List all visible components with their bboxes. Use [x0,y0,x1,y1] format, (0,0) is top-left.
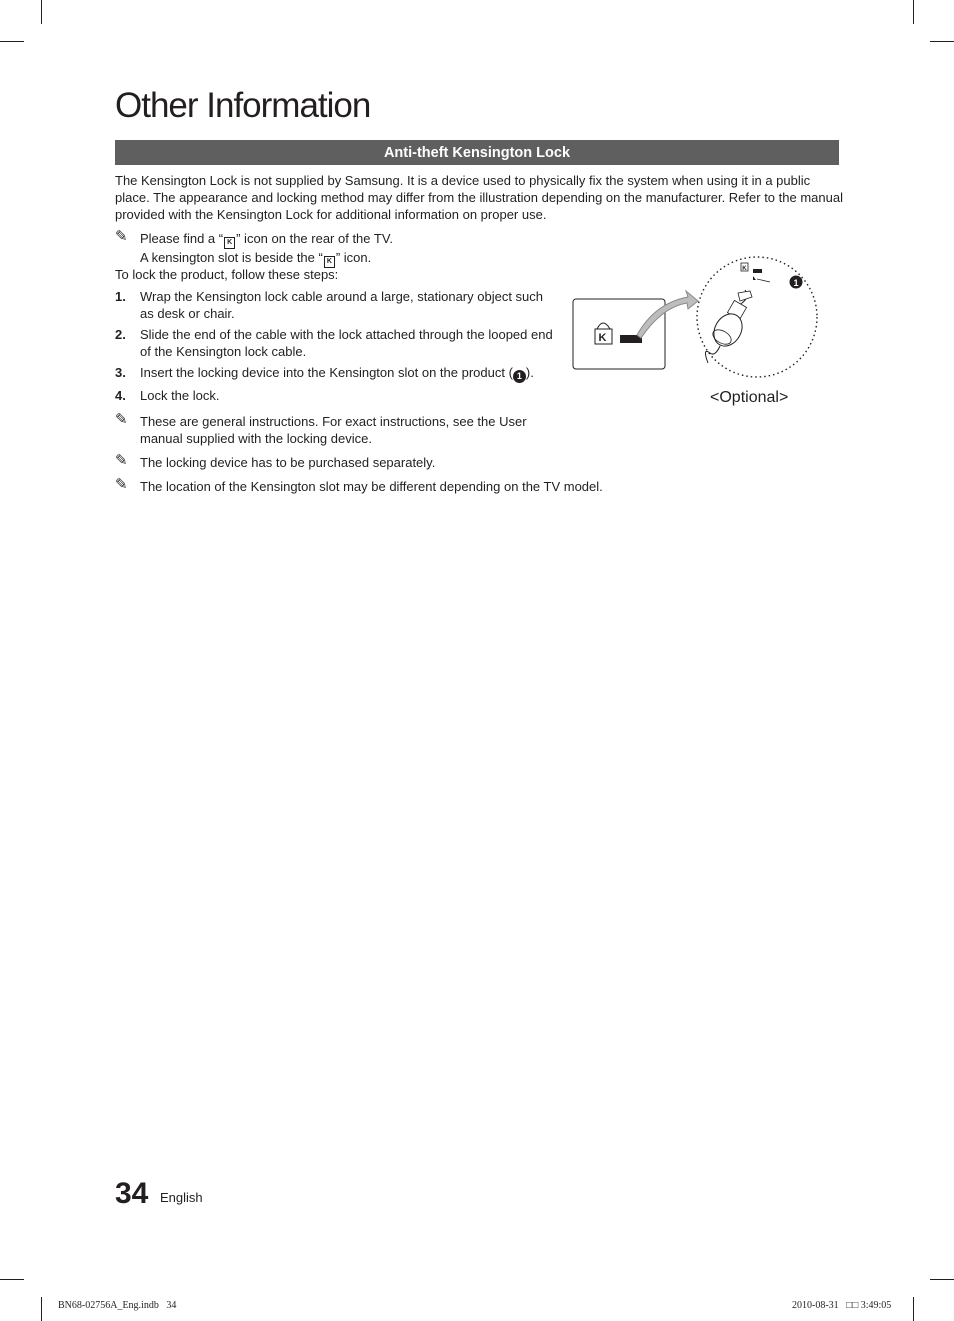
crop-mark [41,0,42,24]
note-location [115,478,715,495]
page-title: Other Information [115,86,371,125]
step-text: Lock the lock. [140,388,220,403]
step-number: 1. [115,289,126,304]
crop-mark [913,0,914,24]
note-general [115,413,555,447]
step-number: 2. [115,327,126,342]
kensington-slot [753,269,762,273]
callout-number-icon: 1 [513,370,526,383]
pencil-icon: ✎ [115,452,128,469]
list-item [115,288,560,322]
steps-list [115,288,560,408]
steps-intro: To lock the product, follow these steps: [115,267,339,282]
kensington-lock-icon: K [324,256,335,268]
note-text: The location of the Kensington slot may be different depending on the TV model. [140,479,603,494]
step-text: Slide the end of the cable with the lock attached through the looped end of the Kensington lock cable. [140,327,553,359]
zoom-circle [697,257,817,377]
crop-mark [0,41,24,42]
crop-mark [930,1279,954,1280]
step-number: 4. [115,388,126,403]
kensington-lock-icon: K [224,237,235,249]
crop-mark [930,41,954,42]
step-text: Insert the locking device into the Kensington slot on the product ( [140,365,513,380]
pencil-icon: ✎ [115,228,128,245]
step-number: 3. [115,365,126,380]
callout-number-text: 1 [793,278,799,288]
lock-icon-letter: K [598,332,607,344]
crop-mark [913,1297,914,1321]
step-text: Wrap the Kensington lock cable around a large, stationary object such as desk or chair. [140,289,543,321]
intro-paragraph: The Kensington Lock is not supplied by Samsung. It is a device used to physically fix the system when using it in a public place. The appearance and locking method may differ from the illustration depending on the manufacturer. Refer to the manual provided with the Kensington Lock for additional information on proper use. [115,173,843,222]
note-text: ” icon. [335,250,372,265]
note-text: ” icon on the rear of the TV. [236,231,393,246]
crop-mark [41,1297,42,1321]
note-text: Please find a “ [140,231,224,246]
note-purchase [115,454,715,471]
note-find-icon [115,230,615,268]
optional-label: <Optional> [710,389,789,406]
section-title: Anti-theft Kensington Lock [115,140,839,165]
note-text: The locking device has to be purchased separately. [140,455,436,470]
page-language: English [160,1190,203,1205]
svg-text:K: K [742,266,747,272]
note-text: These are general instructions. For exact instructions, see the User manual supplied with the locking device. [140,414,527,446]
pencil-icon: ✎ [115,411,128,428]
list-item [115,326,560,360]
print-file-info: BN68-02756A_Eng.indb 34 [58,1300,177,1311]
print-datetime: 2010-08-31 □□ 3:49:05 [792,1300,892,1311]
list-item [115,387,560,404]
pencil-icon: ✎ [115,476,128,493]
crop-mark [0,1279,24,1280]
lock-cable [705,346,720,363]
list-item [115,364,640,383]
step-text: ). [525,365,534,380]
tv-rear-panel [573,299,665,369]
note-text: A kensington slot is beside the “ [140,250,323,265]
page-number: 34 [115,1177,149,1210]
